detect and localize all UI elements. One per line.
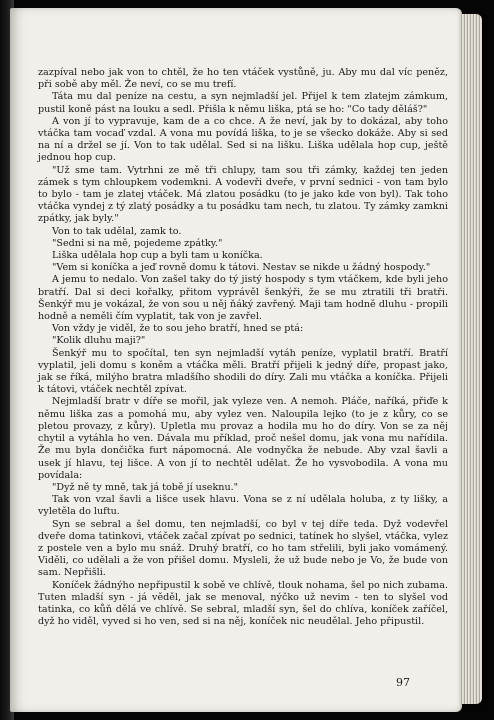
paragraph: A von jí to vypravuje, kam de a co chce. A že neví, jak by to dokázal, aby toho vtáčka tam vocaď vzdal. A vona mu povídá liška, to je se všecko dokáže. Aby si sed na ní a držel se jí. Von to tak udělal. Sed si na lišku. Liška udělala hop cup, ještě jednou hop cup. (38, 115, 448, 164)
page-edges (460, 14, 482, 704)
paragraph: A jemu to nedalo. Von zašel taky do tý jistý hospody s tym vtáčkem, kde byli jeho bratří. Dal si deci kořalky, přitom vyprávěl šenkýři, že se mu ztratili tři bratři. Šenkýř mu je vokázal, že von sou u něj ňáký zavřený. Maji tam hodně dluhu - propili hodně a neměli čím vyplatit, tak von je zavřel. (38, 274, 448, 323)
book-page (10, 8, 462, 712)
paragraph: "Vem si koníčka a jeď rovně domu k tátovi. Nestav se nikde u žádný hospody." (52, 262, 431, 274)
paragraph: Syn se sebral a šel domu, ten nejmladší, co byl v tej díře teda. Dyž vodevřel dveře doma tatinkovi, vtáček začal zpívat po sednici, tatínek ho slyšel, vtáčka, vylez z postele ven a bylo mu snáž. Druhý bratří, co ho tam střelili, byli jako vomámený. Viděli, co udělali a že von přišel domu. Mysleli, že už bude nebo je Vo, že bude von sam. Nepřišli. (38, 518, 448, 579)
paragraph: zazpíval nebo jak von to chtěl, že ho ten vtáček vystůně, ju. Aby mu dal víc peněz, při sobě aby měl. Že neví, co se mu trefí. (38, 67, 448, 91)
paragraph: Koníček žádnýho nepřipustil k sobě ve chlívě, tlouk nohama, šel po nich zubama. Tuten mladší syn - já věděl, jak se menoval, nýčko už nevim - ten to slyšel vod tatinka, co kůň dělá ve chlívě. Se sebral, mladší syn, šel do chlíva, koníček zaříčel, dyž ho viděl, vyved si ho ven, sed si na něj, koníček nic neudělal. Jeho připustil. (38, 579, 448, 628)
paragraph: "Kolik dluhu maji?" (52, 335, 146, 347)
paragraph: "Už sme tam. Vytrhni ze mě tři chlupy, tam sou tři zámky, každej ten jeden zámek s tym chloupkem vodemkni. A vodevři dveře, v první sednici - von tam bylo to bylo - tam je zlatej vtáček. Má zlatou posádku (to je jako kde von byl). Tak toho vtáčka vyndej z tý zlatý posádky a tu posádku tam nech, tu zlatou. Ty zámky zamkni zpátky, jak byly." (38, 164, 448, 225)
page-text (38, 67, 448, 628)
paragraph: Von vždy je viděl, že to sou jeho bratří, hned se ptá: (52, 323, 304, 335)
paragraph: Liška udělala hop cup a byli tam u koníčka. (52, 250, 263, 262)
paragraph: Tak von vzal šavli a lišce usek hlavu. Vona se z ní udělala holuba, z ty lišky, a vyletěla do luftu. (38, 494, 448, 518)
paragraph: "Sedni si na mě, pojedeme zpátky." (52, 237, 223, 249)
paragraph: Šenkýř mu to spočítal, ten syn nejmladší vytáh peníze, vyplatil bratří. Bratří vyplatil, jeli domu s koněm a vtáčka měli. Bratří přijeli k jedný díře, propast jako, jak se říká, milýho bratra mladšího shodili do díry. Zali mu vtáčka a koníčka. Přijeli k tátovi, vtáček nechtěl zpívat. (38, 347, 448, 396)
paragraph: Táta mu dal peníze na cestu, a syn nejmladší jel. Přijel k tem zlatejm zámkum, pustil koně pást na louku a sedl. Přišla k němu liška, ptá se ho: "Co tady děláš?" (38, 91, 448, 115)
paragraph: Nejmladší bratr v díře se mořil, jak vyleze ven. A nemoh. Pláče, naříká, přiďe k němu liška zas a pomohá mu, aby vylez ven. Naloupila lejko (to je z kůry, co se pletou provazy, z kůry). Upletla mu provaz a hodila mu ho do díry. Von se za něj chytil a vytáhla ho ven. Dávala mu příklad, proč nešel domu, jak vona mu nařídila. Že mu byla dončička furt nápomocná. Ale vodnyčka že nebude. Aby vzal šavli a usek jí hlavu, tej lišce. A von jí to nechtěl udělat. Že ho vysvobodila. A vona mu povídala: (38, 396, 448, 481)
paragraph: Von to tak udělal, zamk to. (52, 225, 182, 237)
paragraph: "Dyž ně ty mně, tak já tobě jí useknu." (52, 481, 239, 493)
page-number: 97 (396, 676, 410, 689)
